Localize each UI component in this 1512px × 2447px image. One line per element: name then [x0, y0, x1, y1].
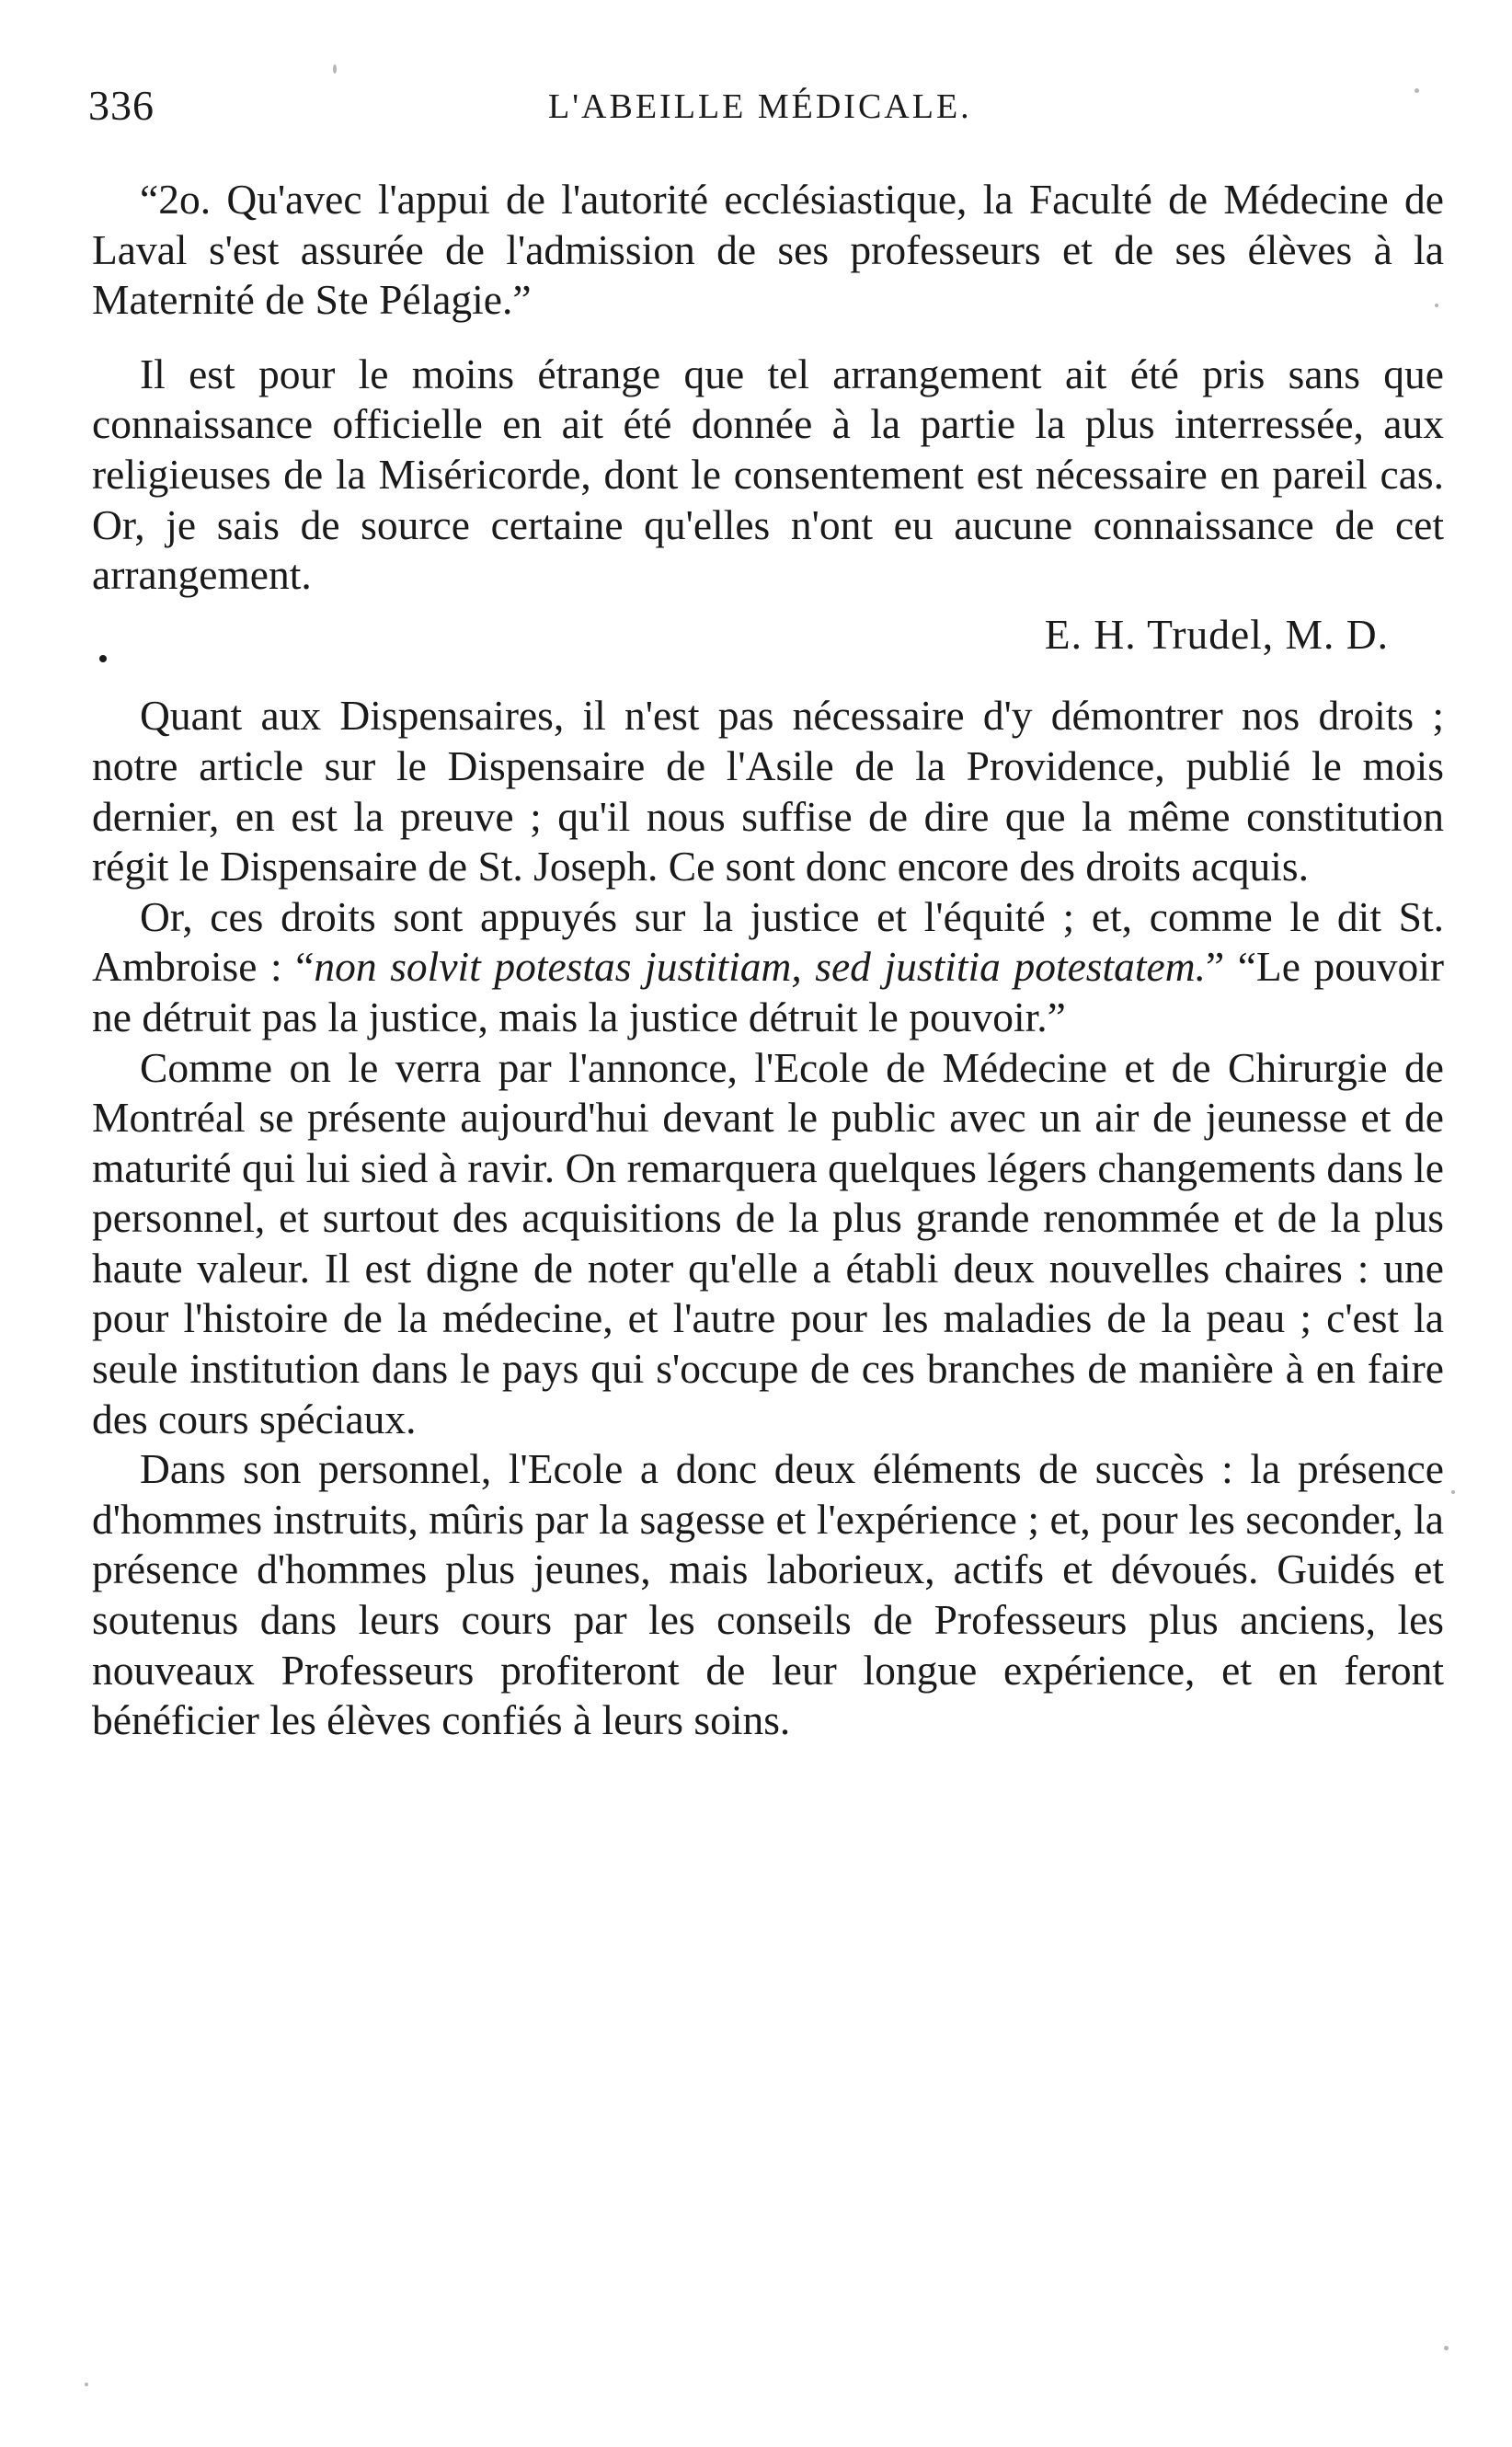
paragraph: Quant aux Dispensaires, il n'est pas nécessaire d'y démontrer nos droits ; notre article sur le Dispensaire de l'Asile de la Providence, publié le mois dernier, en est la preuve ; qu'il nous suffise de dire que la même constitution régit le Dispensaire de St. Joseph. Ce sont donc encore des droits acquis.: [92, 692, 1444, 890]
author-signature: E. H. Trudel, M. D.: [1044, 610, 1389, 658]
scan-speck: [1415, 88, 1419, 93]
paragraph-text: ” “Le pouvoir ne détruit pas la justice, mais la justice détruit le pouvoir.”: [92, 943, 1444, 1040]
paragraph: Il est pour le moins étrange que tel arrangement ait été pris sans que connaissance officielle en ait été donnée à la partie la plus interressée, aux religieuses de la Miséricorde, dont le consentement est nécessaire en pareil cas. Or, je sais de source certaine qu'elles n'ont eu aucune connaissance de cet arrangement.: [92, 350, 1444, 599]
paragraph-text: Or, ces droits sont appuyés sur la justice et l'équité ; et, comme le dit St. Ambroise : “: [92, 892, 1444, 991]
paragraph: Comme on le verra par l'annonce, l'Ecole de Médecine et de Chirurgie de Montréal se présente aujourd'hui devant le public avec un air de jeunesse et de maturité qui lui sied à ravir. On remarquera quelques légers changements dans le personnel, et surtout des acquisitions de la plus grande renommée et de la plus haute valeur. Il est digne de noter qu'elle a établi deux nouvelles chaires : une pour l'histoire de la médecine, et l'autre pour les maladies de la peau ; c'est la seule institution dans le pays qui s'occupe de ces branches de manière à en faire des cours spéciaux.: [92, 1043, 1444, 1442]
scan-speck: [333, 64, 337, 74]
scan-speck: [1435, 304, 1438, 307]
scan-speck: [85, 2383, 88, 2386]
quoted-paragraph: “2o. Qu'avec l'appui de l'autorité ecclésiastique, la Faculté de Médecine de Laval s'est assurée de l'admission de ses professeurs et de ses élèves à la Maternité de Ste Pélagie.”: [92, 176, 1444, 324]
paragraph: Dans son personnel, l'Ecole a donc deux éléments de succès : la présence d'hommes instruits, mûris par la sagesse et l'expérience ; et, pour les seconder, la présence d'hommes plus jeunes, mais laborieux, actifs et dévoués. Guidés et soutenus dans leurs cours par les conseils de Professeurs plus anciens, les nouveaux Professeurs profiteront de leur longue expérience, et en feront bénéficier les élèves confiés à leurs soins.: [92, 1445, 1444, 1744]
scan-speck: [1451, 1490, 1455, 1494]
stray-ink-dot: [99, 655, 107, 662]
journal-title: L'ABEILLE MÉDICALE.: [548, 87, 972, 126]
page-number: 336: [88, 82, 155, 129]
scan-speck: [1444, 2346, 1449, 2350]
paragraph-with-quote: [92, 892, 1444, 1043]
latin-quote: non solvit potestas justitiam, sed justitia potestatem.: [314, 943, 1206, 991]
running-head: [88, 81, 1449, 136]
article-body: [92, 175, 1444, 1746]
